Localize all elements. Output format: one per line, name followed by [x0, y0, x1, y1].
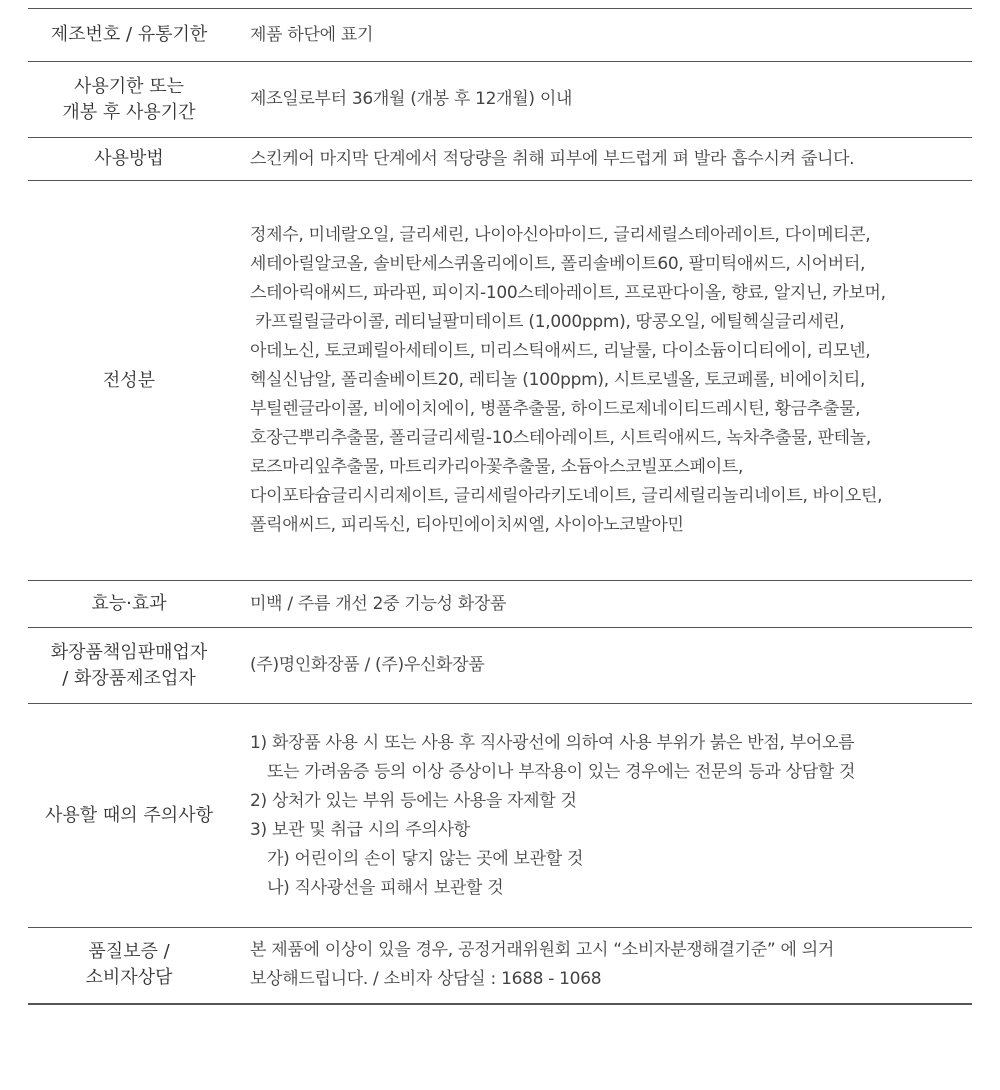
caution-line: 3) 보관 및 취급 시의 주의사항 — [250, 819, 470, 840]
row-label-efficacy — [28, 581, 230, 628]
value-line: 본 제품에 이상이 있을 경우, 공정거래위원회 고시 “소비자분쟁해결기준” 에 의거 — [250, 940, 834, 961]
caution-line: 또는 가려움증 등의 이상 증상이나 부작용이 있는 경우에는 전문의 등과 상담할 것 — [267, 761, 856, 782]
row-value-cautions — [230, 704, 972, 928]
product-info-table — [28, 8, 972, 1005]
label-line: 화장품책임판매업자 — [50, 641, 208, 663]
ingredient-line: 헥실신남알, 폴리솔베이트20, 레티놀 (100ppm), 시트로넬올, 토코페롤, 비에이치티, — [250, 370, 866, 390]
table-row — [28, 62, 972, 138]
caution-line: 2) 상처가 있는 부위 등에는 사용을 자제할 것 — [250, 790, 577, 811]
value-line: 스킨케어 마지막 단계에서 적당량을 취해 피부에 부드럽게 펴 발라 흡수시켜 줍니다. — [250, 148, 855, 169]
row-label-directions — [28, 138, 230, 181]
row-label-batch-expiry — [28, 9, 230, 62]
table-row — [28, 928, 972, 1004]
table-row — [28, 138, 972, 181]
ingredient-line: 호장근뿌리추출물, 폴리글리세릴-10스테아레이트, 시트릭애씨드, 녹차추출물, 판테놀, — [250, 428, 871, 448]
value-line: 제조일로부터 36개월 (개봉 후 12개월) 이내 — [250, 89, 573, 109]
value-line: 제품 하단에 표기 — [250, 24, 374, 45]
ingredient-line: 세테아릴알코올, 솔비탄세스퀴올리에이트, 폴리솔베이트60, 팔미틱애씨드, 시어버터, — [250, 254, 866, 274]
row-label-manufacturer — [28, 628, 230, 704]
table-row — [28, 628, 972, 704]
ingredient-line: 스테아릭애씨드, 파라핀, 피이지-100스테아레이트, 프로판다이올, 향료, 알지닌, 카보머, — [250, 283, 886, 303]
label-line: 전성분 — [102, 369, 156, 391]
table-row — [28, 704, 972, 928]
label-line: 사용기한 또는 — [73, 75, 185, 97]
row-value-manufacturer — [230, 628, 972, 704]
caution-line: 1) 화장품 사용 시 또는 사용 후 직사광선에 의하여 사용 부위가 붉은 반점, 부어오름 — [250, 732, 855, 753]
ingredient-line: 다이포타슘글리시리제이트, 글리세릴아라키도네이트, 글리세릴리놀리네이트, 바이오틴, — [250, 486, 883, 506]
label-line: 사용방법 — [94, 148, 164, 169]
row-value-batch-expiry — [230, 9, 972, 62]
row-value-directions — [230, 138, 972, 181]
caution-line: 가) 어린이의 손이 닿지 않는 곳에 보관할 것 — [267, 848, 584, 869]
label-line: 사용할 때의 주의사항 — [45, 804, 213, 826]
ingredient-line: 폴릭애씨드, 피리독신, 티아민에이치씨엘, 사이아노코발아민 — [250, 515, 684, 535]
caution-line: 나) 직사광선을 피해서 보관할 것 — [267, 877, 504, 898]
value-line: 보상해드립니다. / 소비자 상담실 : 1688 - 1068 — [250, 969, 602, 990]
row-value-usage-period — [230, 62, 972, 138]
ingredient-line: 정제수, 미네랄오일, 글리세린, 나이아신아마이드, 글리세릴스테아레이트, 다이메티콘, — [250, 225, 871, 245]
ingredient-line: 로즈마리잎추출물, 마트리카리아꽃추출물, 소듐아스코빌포스페이트, — [250, 457, 744, 477]
label-line: / 화장품제조업자 — [62, 667, 196, 689]
row-value-quality-assurance — [230, 928, 972, 1004]
row-label-usage-period — [28, 62, 230, 138]
value-line: (주)명인화장품 / (주)우신화장품 — [250, 655, 485, 675]
row-label-ingredients — [28, 181, 230, 581]
label-line: 품질보증 / — [88, 941, 170, 963]
label-line: 제조번호 / 유통기한 — [50, 24, 208, 45]
row-value-ingredients — [230, 181, 972, 581]
table-row — [28, 181, 972, 581]
ingredient-line: 카프릴릴글라이콜, 레티닐팔미테이트 (1,000ppm), 땅콩오일, 에틸헥실글리세린, — [250, 312, 845, 332]
ingredient-line: 부틸렌글라이콜, 비에이치에이, 병풀추출물, 하이드로제네이티드레시틴, 황금추출물, — [250, 399, 861, 419]
label-line: 개봉 후 사용기간 — [62, 101, 196, 123]
row-label-cautions — [28, 704, 230, 928]
label-line: 효능·효과 — [91, 593, 167, 614]
value-line: 미백 / 주름 개선 2중 기능성 화장품 — [250, 593, 507, 614]
ingredient-line: 아데노신, 토코페릴아세테이트, 미리스틱애씨드, 리날룰, 다이소듐이디티에이, 리모넨, — [250, 341, 871, 361]
row-label-quality-assurance — [28, 928, 230, 1004]
row-value-efficacy — [230, 581, 972, 628]
label-line: 소비자상담 — [85, 967, 173, 989]
table-row — [28, 581, 972, 628]
table-row — [28, 9, 972, 62]
